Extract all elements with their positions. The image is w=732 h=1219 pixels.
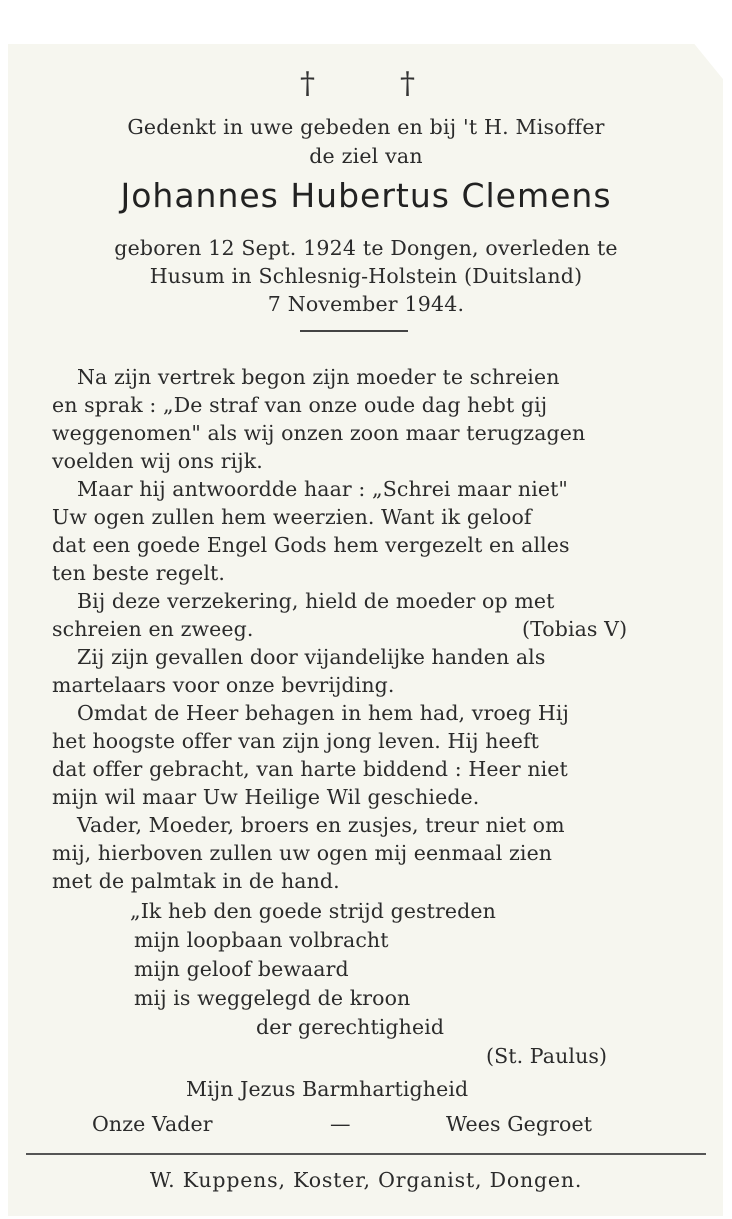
deceased-name: Johannes Hubertus Clemens: [120, 176, 612, 215]
cross-icon-left: †: [300, 66, 315, 101]
body-line: Maar hij antwoordde haar : „Schrei maar niet": [77, 477, 568, 501]
birth-line-3: 7 November 1944.: [267, 292, 465, 316]
heading-line-1: Gedenkt in uwe gebeden en bij 't H. Misoffer: [127, 115, 605, 139]
prayer-line: Mijn Jezus Barmhartigheid: [186, 1077, 469, 1101]
prayer-right: Wees Gegroet: [446, 1112, 593, 1136]
body-line: weggenomen" als wij onzen zoon maar terugzagen: [52, 421, 586, 445]
body-line: mijn wil maar Uw Heilige Wil geschiede.: [52, 785, 480, 809]
body-line: Vader, Moeder, broers en zusjes, treur niet om: [77, 813, 565, 837]
prayer-dash: —: [330, 1112, 351, 1136]
body-line: Bij deze verzekering, hield de moeder op met: [77, 589, 555, 613]
body-line: ten beste regelt.: [52, 561, 225, 585]
footer-divider: [26, 1153, 706, 1155]
tobias-reference: (Tobias V): [522, 617, 628, 641]
body-line: Zij zijn gevallen door vijandelijke handen als: [77, 645, 546, 669]
prayer-left: Onze Vader: [92, 1112, 213, 1136]
body-line: het hoogste offer van zijn jong leven. Hij heeft: [52, 729, 539, 753]
cross-icon-right: †: [400, 66, 415, 101]
body-line: en sprak : „De straf van onze oude dag hebt gij: [52, 393, 548, 417]
body-line: Uw ogen zullen hem weerzien. Want ik geloof: [52, 505, 532, 529]
printer-credit: W. Kuppens, Koster, Organist, Dongen.: [149, 1168, 583, 1192]
body-line: Na zijn vertrek begon zijn moeder te schreien: [77, 365, 560, 389]
body-line: dat offer gebracht, van harte biddend : Heer niet: [52, 757, 568, 781]
body-line: dat een goede Engel Gods hem vergezelt en alles: [52, 533, 570, 557]
body-line: met de palmtak in de hand.: [52, 869, 340, 893]
quote-line: mij is weggelegd de kroon: [134, 986, 411, 1010]
quote-line: mijn geloof bewaard: [134, 957, 349, 981]
divider: [300, 330, 408, 332]
quote-line: mijn loopbaan volbracht: [134, 928, 389, 952]
body-line: martelaars voor onze bevrijding.: [52, 673, 395, 697]
birth-line-1: geboren 12 Sept. 1924 te Dongen, overleden te: [114, 236, 618, 260]
quote-line: „Ik heb den goede strijd gestreden: [130, 899, 496, 923]
heading-line-2: de ziel van: [309, 144, 423, 168]
birth-line-2: Husum in Schlesnig-Holstein (Duitsland): [149, 264, 583, 288]
body-line: voelden wij ons rijk.: [52, 449, 263, 473]
body-line: Omdat de Heer behagen in hem had, vroeg Hij: [77, 701, 569, 725]
body-line: schreien en zweeg.: [52, 617, 254, 641]
quote-line: der gerechtigheid: [256, 1015, 445, 1039]
body-line: mij, hierboven zullen uw ogen mij eenmaal zien: [52, 841, 553, 865]
quote-source: (St. Paulus): [486, 1044, 608, 1068]
